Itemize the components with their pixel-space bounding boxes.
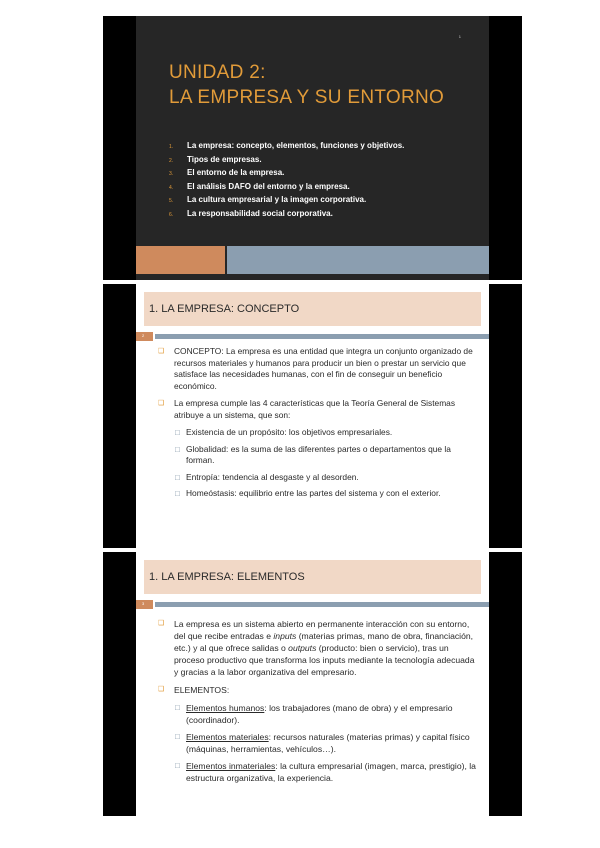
sub-bullet: □ Globalidad: es la suma de las diferentes partes o departamentos que la forman. [146, 444, 481, 467]
bullet-characteristics: ❑ La empresa cumple las 4 características que la Teoría General de Sistemas atribuye a un sistema, que son: [146, 398, 481, 421]
blue-rule [155, 334, 489, 339]
slide-2-content [136, 284, 489, 548]
orange-accent-bar [136, 246, 225, 274]
sub-bullet: □ Elementos materiales: recursos naturales (materias primas) y capital físico (máquinas, herramientas, vehículos…). [146, 731, 481, 755]
page-number: 3 [142, 601, 145, 606]
slide-body [146, 346, 481, 505]
slide-title: 1. LA EMPRESA: ELEMENTOS [149, 571, 305, 583]
bullet-concept: ❑ CONCEPTO: La empresa es una entidad que integra un conjunto organizado de recursos materiales y humanos para producir un bien o prestar un servicio que satisface las necesidades humanas, con el fin de conseguir un beneficio económico. [146, 346, 481, 392]
slide-3 [103, 552, 522, 816]
toc-item: 6. La responsabilidad social corporativa. [169, 208, 333, 218]
toc-item: 4. El análisis DAFO del entorno y la empresa. [169, 181, 350, 191]
slide-1 [103, 16, 522, 280]
slide-header [144, 292, 481, 326]
sub-bullet: □ Homeóstasis: equilibrio entre las partes del sistema y con el exterior. [146, 488, 481, 500]
toc-item: 5. La cultura empresarial y la imagen corporativa. [169, 195, 367, 204]
sub-bullet: □ Entropía: tendencia al desgaste y al desorden. [146, 472, 481, 484]
orange-rule [136, 600, 153, 609]
slide-3-content [136, 552, 489, 816]
page-number: 2 [142, 333, 145, 338]
sub-bullet: □ Elementos inmateriales: la cultura empresarial (imagen, marca, prestigio), la estructura organizativa, la experiencia. [146, 760, 481, 784]
table-of-contents [169, 140, 404, 221]
blue-accent-bar [227, 246, 489, 274]
sub-bullet: □ Existencia de un propósito: los objetivos empresariales. [146, 427, 481, 439]
toc-item: 2. Tipos de empresas. [169, 154, 262, 164]
blue-rule [155, 602, 489, 607]
toc-item: 3. El entorno de la empresa. [169, 168, 285, 177]
slide-header [144, 560, 481, 594]
slide-title: 1. LA EMPRESA: CONCEPTO [149, 303, 300, 315]
title-line-2: LA EMPRESA Y SU ENTORNO [169, 87, 445, 108]
title-line-1: UNIDAD 2: [169, 62, 266, 83]
toc-item: 1. La empresa: concepto, elementos, funciones y objetivos. [169, 141, 405, 150]
slide-title [169, 60, 444, 110]
slide-2 [103, 284, 522, 548]
bullet-open-system: ❑ La empresa es un sistema abierto en permanente interacción con su entorno, del que recibe entradas e inputs (materias primas, mano de obra, financiación, etc.) y al que ofrece salidas o outputs (producto: bien o servicio), tras un proceso productivo que transforma los inputs mediante la tecnología adecuada y gracias a la labor organizativa del empresario. [146, 618, 481, 678]
bullet-elements: ❑ ELEMENTOS: [146, 684, 481, 696]
slide-1-content [136, 16, 489, 280]
orange-rule [136, 332, 153, 341]
slide-body [146, 618, 481, 789]
page-number: 1 [458, 34, 461, 39]
sub-bullet: □ Elementos humanos: los trabajadores (mano de obra) y el empresario (coordinador). [146, 702, 481, 726]
